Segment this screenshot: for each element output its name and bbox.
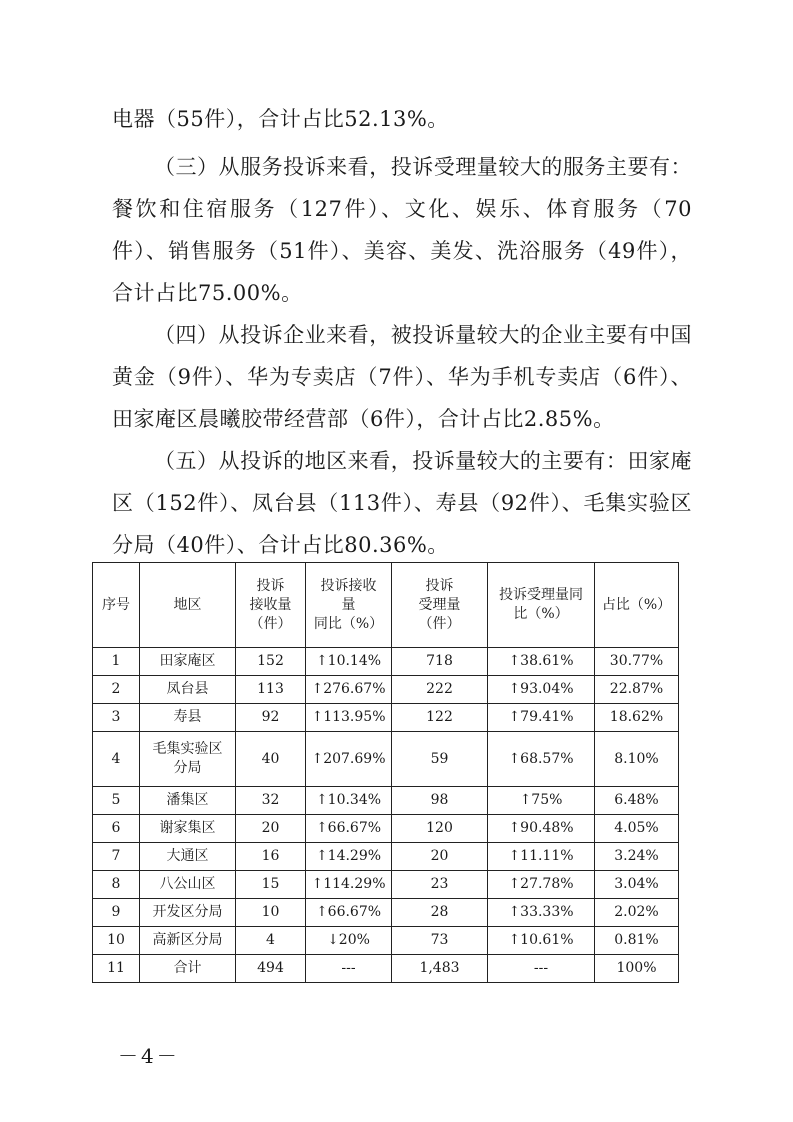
table-cell: 4 (236, 927, 306, 955)
table-cell: 120 (392, 815, 488, 843)
table-cell: ↑93.04% (488, 676, 595, 704)
table-cell: 2.02% (595, 899, 679, 927)
table-cell: 22.87% (595, 676, 679, 704)
table-cell: 113 (236, 676, 306, 704)
table-cell: ↑38.61% (488, 648, 595, 676)
table-row (93, 704, 679, 732)
table-cell: ↑276.67% (306, 676, 392, 704)
table-cell: ↑90.48% (488, 815, 595, 843)
table-cell: 6.48% (595, 787, 679, 815)
table-cell: ↓20% (306, 927, 392, 955)
table-row (93, 843, 679, 871)
table-cell: ↑27.78% (488, 871, 595, 899)
table-row (93, 676, 679, 704)
table-cell: 1 (93, 648, 140, 676)
paragraph-region-complaints: （五）从投诉的地区来看，投诉量较大的主要有：田家庵区（152件）、凤台县（113件）、寿县（92件）、毛集实验区分局（40件）、合计占比80.36%。 (112, 449, 692, 557)
table-cell: 合计 (140, 955, 236, 983)
table-cell: 98 (392, 787, 488, 815)
table-cell: ↑113.95% (306, 704, 392, 732)
table-cell: 73 (392, 927, 488, 955)
table-cell: 15 (236, 871, 306, 899)
table-row (93, 787, 679, 815)
table-cell: ↑114.29% (306, 871, 392, 899)
table-row (93, 815, 679, 843)
table-cell: 寿县 (140, 704, 236, 732)
table-cell: 4 (93, 732, 140, 787)
table-cell: 大通区 (140, 843, 236, 871)
table-cell: 八公山区 (140, 871, 236, 899)
table-cell: 7 (93, 843, 140, 871)
table-cell: 20 (236, 815, 306, 843)
table-cell: ↑66.67% (306, 815, 392, 843)
table-cell: 凤台县 (140, 676, 236, 704)
table-cell: 10 (236, 899, 306, 927)
table-cell: 潘集区 (140, 787, 236, 815)
table-cell: ↑11.11% (488, 843, 595, 871)
table-cell: 2 (93, 676, 140, 704)
table-cell: 122 (392, 704, 488, 732)
table-cell: 18.62% (595, 704, 679, 732)
header-cell: 地区 (140, 563, 236, 648)
table-cell: 10 (93, 927, 140, 955)
table-cell: 718 (392, 648, 488, 676)
table-cell: 92 (236, 704, 306, 732)
header-cell: 序号 (93, 563, 140, 648)
page-number: －4－ (118, 1044, 180, 1068)
table-cell: 8 (93, 871, 140, 899)
table-cell: 毛集实验区 分局 (140, 732, 236, 787)
header-cell: 投诉接收 量 同比（%） (306, 563, 392, 648)
table-row (93, 899, 679, 927)
table-cell: ↑33.33% (488, 899, 595, 927)
table-cell: ↑14.29% (306, 843, 392, 871)
table-cell: 28 (392, 899, 488, 927)
header-cell: 投诉受理量同 比（%） (488, 563, 595, 648)
table-cell: 100% (595, 955, 679, 983)
region-complaint-table (92, 562, 679, 983)
header-cell: 投诉 接收量 （件） (236, 563, 306, 648)
table-cell: ↑68.57% (488, 732, 595, 787)
table-cell: 3.04% (595, 871, 679, 899)
table-cell: 4.05% (595, 815, 679, 843)
table-row-total (93, 955, 679, 983)
table-cell: 8.10% (595, 732, 679, 787)
table-row (93, 927, 679, 955)
table-cell: ↑10.61% (488, 927, 595, 955)
table-cell: 开发区分局 (140, 899, 236, 927)
table-cell: ↑66.67% (306, 899, 392, 927)
table-header-row (93, 563, 679, 648)
table-cell: 59 (392, 732, 488, 787)
table-cell: 23 (392, 871, 488, 899)
table-cell: 11 (93, 955, 140, 983)
table-cell: --- (488, 955, 595, 983)
table-cell: 0.81% (595, 927, 679, 955)
table-cell: ↑10.34% (306, 787, 392, 815)
table-cell: 222 (392, 676, 488, 704)
header-cell: 投诉 受理量 （件） (392, 563, 488, 648)
table-cell: 6 (93, 815, 140, 843)
table-cell: 5 (93, 787, 140, 815)
table-cell: 30.77% (595, 648, 679, 676)
table-cell: 高新区分局 (140, 927, 236, 955)
table-cell: 40 (236, 732, 306, 787)
table-row (93, 648, 679, 676)
table-cell: 田家庵区 (140, 648, 236, 676)
table-cell: ↑10.14% (306, 648, 392, 676)
table-cell: ↑75% (488, 787, 595, 815)
table-cell: ↑207.69% (306, 732, 392, 787)
table-cell: 3 (93, 704, 140, 732)
paragraph-service-complaints: （三）从服务投诉来看，投诉受理量较大的服务主要有：餐饮和住宿服务（127件）、文化、娱乐、体育服务（70件）、销售服务（51件）、美容、美发、洗浴服务（49件），合计占比75.00%。 (112, 155, 692, 305)
table-cell: --- (306, 955, 392, 983)
table-cell: 谢家集区 (140, 815, 236, 843)
table-cell: 32 (236, 787, 306, 815)
table-cell: 1,483 (392, 955, 488, 983)
table-cell: 3.24% (595, 843, 679, 871)
table-row (93, 871, 679, 899)
table-cell: 16 (236, 843, 306, 871)
table-cell: 494 (236, 955, 306, 983)
paragraph-enterprise-complaints: （四）从投诉企业来看，被投诉量较大的企业主要有中国黄金（9件）、华为专卖店（7件）、华为手机专卖店（6件）、田家庵区晨曦胶带经营部（6件），合计占比2.85%。 (112, 323, 692, 431)
table-cell: 9 (93, 899, 140, 927)
table-cell: 20 (392, 843, 488, 871)
paragraph-continuation: 电器（55件），合计占比52.13%。 (112, 107, 449, 131)
table-cell: ↑79.41% (488, 704, 595, 732)
table-cell: 152 (236, 648, 306, 676)
table-row (93, 732, 679, 787)
header-cell: 占比（%） (595, 563, 679, 648)
